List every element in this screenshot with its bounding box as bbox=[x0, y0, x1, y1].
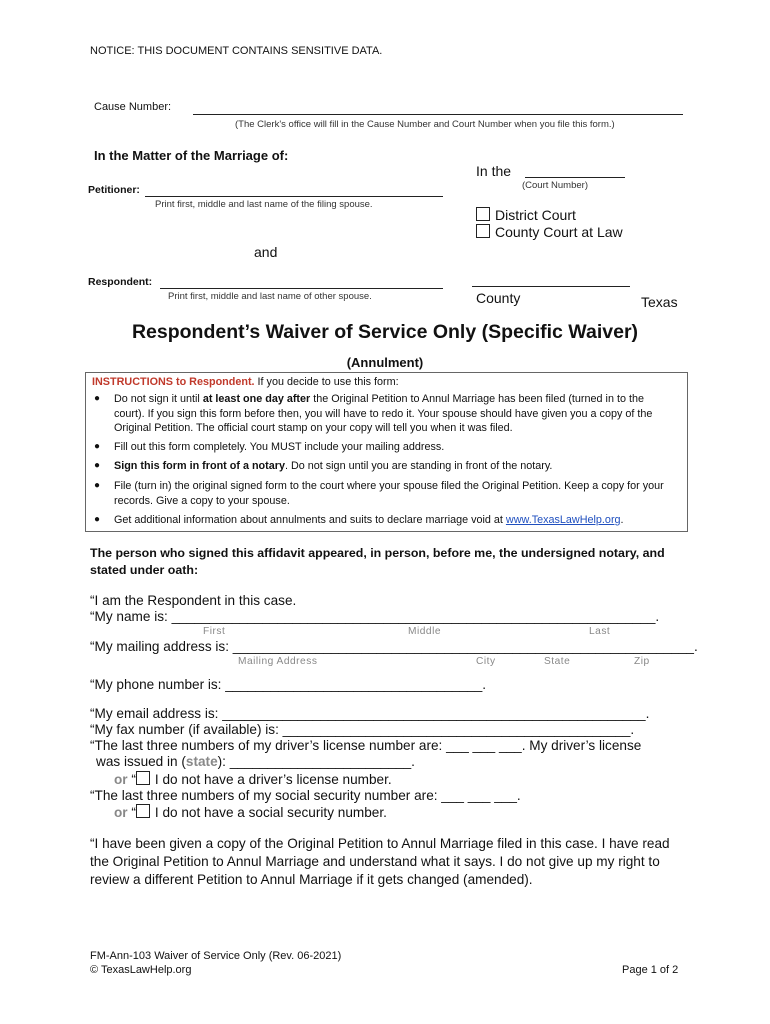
mailing-address-field[interactable]: “My mailing address is: _____________________________________________________________. bbox=[90, 639, 698, 654]
district-court-label: District Court bbox=[495, 207, 576, 223]
bullet-icon: ● bbox=[94, 480, 101, 491]
instructions-intro: If you decide to use this form: bbox=[254, 376, 399, 388]
address-label-zip: Zip bbox=[634, 656, 650, 667]
cause-number-label: Cause Number: bbox=[94, 101, 172, 113]
drivers-license-field[interactable]: “The last three numbers of my driver’s license number are: ___ ___ ___. My driver’s license bbox=[90, 738, 642, 753]
instruction-item: ● Get additional information about annulments and suits to declare marriage void at www.TexasLawHelp.org. bbox=[94, 514, 624, 526]
instructions-header bbox=[92, 376, 399, 388]
bullet-icon: ● bbox=[94, 441, 101, 452]
county-court-checkbox[interactable] bbox=[476, 224, 490, 238]
sensitive-notice: NOTICE: THIS DOCUMENT CONTAINS SENSITIVE DATA. bbox=[90, 45, 383, 57]
matter-heading: In the Matter of the Marriage of: bbox=[94, 148, 289, 163]
in-the-label: In the bbox=[476, 163, 512, 179]
county-field[interactable] bbox=[472, 286, 630, 287]
affidavit-intro: The person who signed this affidavit appeared, in person, before me, the undersigned notary, and stated under oath: bbox=[90, 546, 665, 577]
petitioner-hint: Print first, middle and last name of the filing spouse. bbox=[155, 199, 373, 210]
address-label-city: City bbox=[476, 656, 496, 667]
petition-copy-statement: “I have been given a copy of the Original Petition to Annul Marriage filed in this case. I have read the Original Petition to Annul Marriage and understand what it says. I do not give up my right to review a different Petition to Annul Marriage if it gets changed (amended). bbox=[90, 836, 670, 887]
county-court-option[interactable] bbox=[476, 224, 623, 240]
copyright: © TexasLawHelp.org bbox=[90, 964, 192, 976]
county-label: County bbox=[476, 290, 521, 306]
bullet-icon: ● bbox=[94, 460, 101, 471]
name-field[interactable]: “My name is: ________________________________________________________________. bbox=[90, 609, 660, 624]
page-number: Page 1 of 2 bbox=[622, 964, 679, 976]
form-subtitle: (Annulment) bbox=[346, 355, 424, 370]
instructions-heading: INSTRUCTIONS to Respondent. bbox=[92, 376, 255, 388]
state-placeholder: state bbox=[185, 754, 218, 769]
email-field[interactable]: “My email address is: ________________________________________________________. bbox=[90, 706, 650, 721]
instruction-item: ● File (turn in) the original signed form to the court where your spouse filed the Original Petition. Keep a copy for your records. Give a copy to your spouse. bbox=[94, 480, 664, 507]
instructions-box bbox=[85, 372, 688, 532]
petitioner-label: Petitioner: bbox=[88, 184, 140, 196]
name-label-first: First bbox=[203, 626, 226, 637]
form-title: Respondent’s Waiver of Service Only (Specific Waiver) bbox=[131, 321, 639, 343]
petitioner-name-field[interactable] bbox=[145, 196, 443, 197]
form-id: FM-Ann-103 Waiver of Service Only (Rev. 06-2021) bbox=[90, 950, 342, 962]
court-number-label: (Court Number) bbox=[522, 180, 588, 191]
instruction-item: ● Do not sign it until at least one day after the Original Petition to Annul Marriage has been filed (turned in to the court). If you sign this form before then, you will have to redo it. Your spouse should have given you a copy of the Original Petition. The official court stamp on your copy will tell you when it was filed. bbox=[94, 393, 653, 434]
instruction-item: ● Fill out this form completely. You MUST include your mailing address. bbox=[94, 441, 445, 453]
instruction-item: ● Sign this form in front of a notary. Do not sign until you are standing in front of the notary. bbox=[94, 460, 553, 472]
and-text: and bbox=[254, 244, 278, 260]
respondent-name-field[interactable] bbox=[160, 288, 443, 289]
no-ssn-option[interactable]: or “ I do not have a social security number. bbox=[114, 805, 387, 820]
no-license-checkbox[interactable] bbox=[136, 771, 150, 785]
court-number-field[interactable] bbox=[525, 177, 625, 178]
respondent-statement: “I am the Respondent in this case. bbox=[90, 593, 297, 608]
name-label-last: Last bbox=[589, 626, 611, 637]
district-court-checkbox[interactable] bbox=[476, 207, 490, 221]
cause-number-field[interactable] bbox=[193, 114, 683, 115]
respondent-hint: Print first, middle and last name of other spouse. bbox=[168, 291, 372, 302]
address-label-mailing: Mailing Address bbox=[238, 656, 318, 667]
texaslawhelp-link[interactable]: www.TexasLawHelp.org bbox=[505, 514, 621, 526]
license-state-field[interactable]: was issued in (state): ________________________. bbox=[96, 754, 415, 769]
no-license-option[interactable]: or “ I do not have a driver’s license number. bbox=[114, 772, 392, 787]
cause-number-note: (The Clerk's office will fill in the Cause Number and Court Number when you file this form.) bbox=[235, 119, 615, 130]
address-label-state: State bbox=[544, 656, 571, 667]
district-court-option[interactable] bbox=[476, 207, 576, 223]
phone-field[interactable]: “My phone number is: __________________________________. bbox=[90, 677, 487, 692]
name-label-middle: Middle bbox=[408, 626, 442, 637]
ssn-field[interactable]: “The last three numbers of my social security number are: ___ ___ ___. bbox=[90, 788, 521, 803]
respondent-label: Respondent: bbox=[88, 276, 153, 288]
no-ssn-checkbox[interactable] bbox=[136, 804, 150, 818]
fax-field[interactable]: “My fax number (if available) is: ______________________________________________. bbox=[90, 722, 635, 737]
state-label: Texas bbox=[641, 294, 678, 310]
bullet-icon: ● bbox=[94, 393, 101, 404]
bullet-icon: ● bbox=[94, 514, 101, 525]
county-court-label: County Court at Law bbox=[495, 224, 623, 240]
